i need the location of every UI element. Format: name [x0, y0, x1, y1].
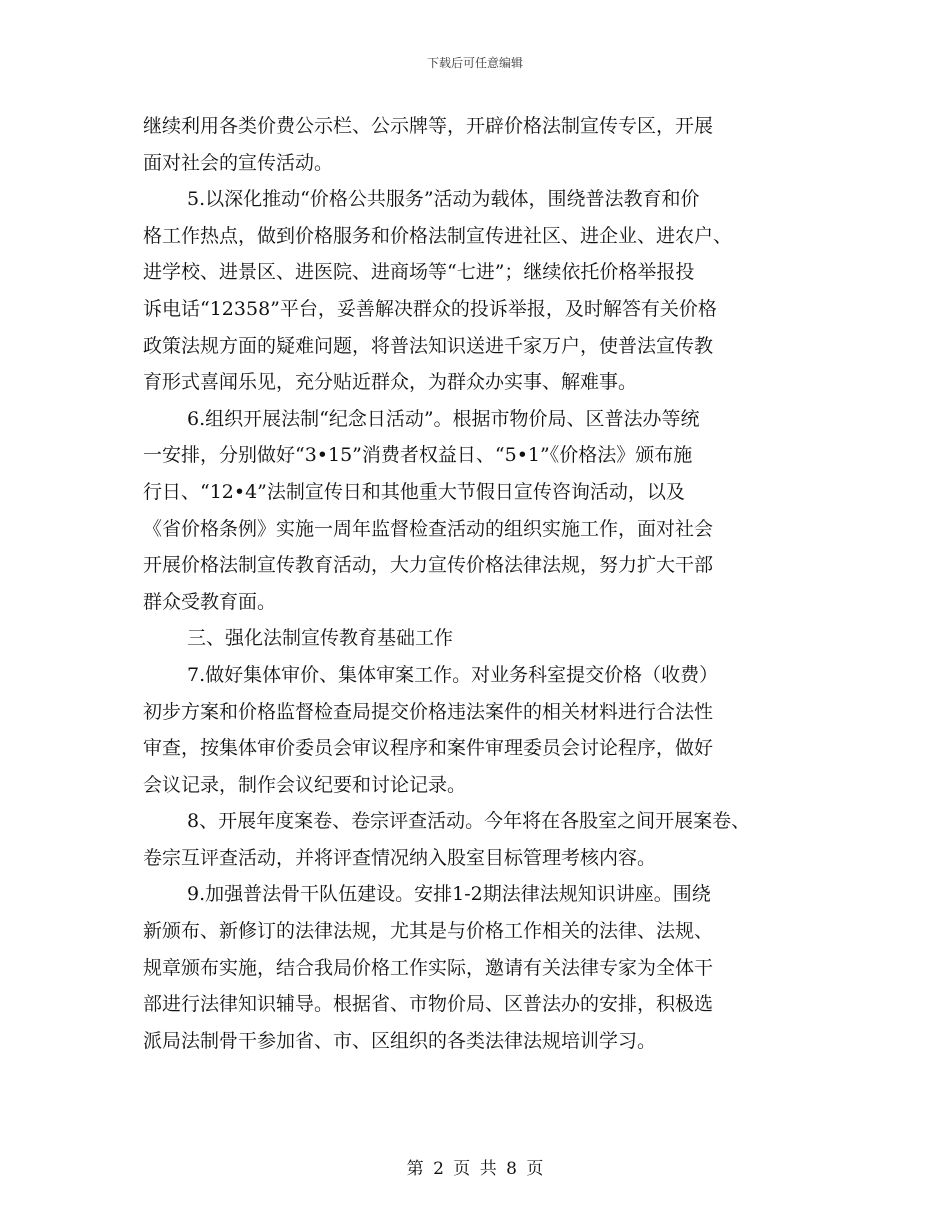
page-footer-pagination: 第 2 页 共 8 页: [406, 1159, 544, 1179]
text-line: 群众受教育面。: [143, 590, 277, 613]
text-line: 会议记录，制作会议纪要和讨论记录。: [143, 773, 467, 796]
text-line: 面对社会的宣传活动。: [143, 151, 334, 174]
text-line: 部进行法律知识辅导。根据省、市物价局、区普法办的安排，积极选: [143, 993, 714, 1016]
text-line: 三、强化法制宣传教育基础工作: [187, 627, 454, 650]
text-line: 一安排，分别做好“3•15”消费者权益日、“5•1”《价格法》颁布施: [143, 444, 693, 467]
text-line: 5.以深化推动“价格公共服务”活动为载体，围绕普法教育和价: [187, 188, 700, 211]
text-line: 新颁布、新修订的法律法规，尤其是与价格工作相关的法律、法规、: [143, 920, 714, 943]
text-line: 派局法制骨干参加省、市、区组织的各类法律法规培训学习。: [143, 1029, 657, 1052]
text-line: 进学校、进景区、进医院、进商场等“七进”；继续依托价格举报投: [143, 261, 695, 284]
text-line: 继续利用各类价费公示栏、公示牌等，开辟价格法制宣传专区，开展: [143, 115, 714, 137]
text-line: 9.加强普法骨干队伍建设。安排1-2期法律法规知识讲座。围绕: [187, 883, 711, 906]
text-line: 行日、“12•4”法制宣传日和其他重大节假日宣传咨询活动，以及: [143, 480, 685, 503]
text-line: 初步方案和价格监督检查局提交价格违法案件的相关材料进行合法性: [143, 700, 714, 723]
text-line: 格工作热点，做到价格服务和价格法制宣传进社区、进企业、进农户、: [143, 224, 733, 247]
text-line: 8、开展年度案卷、卷宗评查活动。今年将在各股室之间开展案卷、: [187, 810, 751, 833]
text-line: 卷宗互评查活动，并将评查情况纳入股室目标管理考核内容。: [143, 846, 657, 869]
text-line: 开展价格法制宣传教育活动，大力宣传价格法律法规，努力扩大干部: [143, 554, 714, 577]
text-line: 诉电话“12358”平台，妥善解决群众的投诉举报，及时解答有关价格: [143, 297, 717, 320]
text-line: 政策法规方面的疑难问题，将普法知识送进千家万户，使普法宣传教: [143, 334, 714, 357]
text-line: 规章颁布实施，结合我局价格工作实际，邀请有关法律专家为全体干: [143, 956, 714, 979]
text-line: 审查，按集体审价委员会审议程序和案件审理委员会讨论程序，做好: [143, 737, 714, 760]
page-header: 下载后可任意编辑: [426, 56, 523, 70]
text-line: 《省价格条例》实施一周年监督检查活动的组织实施工作，面对社会: [143, 517, 714, 540]
text-line: 6.组织开展法制“纪念日活动”。根据市物价局、区普法办等统: [187, 407, 700, 430]
text-line: 7.做好集体审价、集体审案工作。对业务科室提交价格（收费）: [187, 663, 719, 686]
document-body: [143, 108, 823, 1059]
text-line: 育形式喜闻乐见，充分贴近群众，为群众办实事、解难事。: [143, 371, 638, 394]
